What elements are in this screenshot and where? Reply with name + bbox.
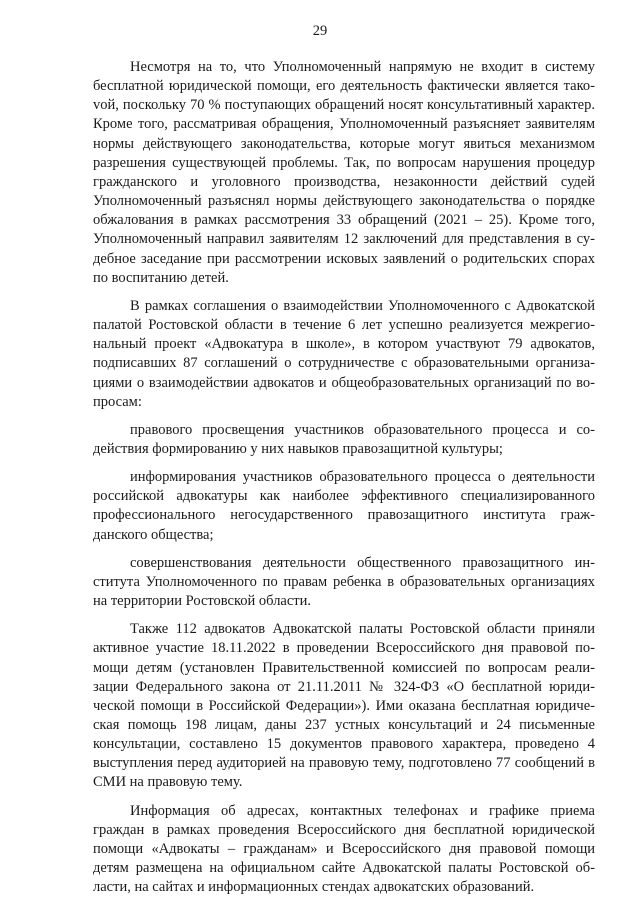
- paragraph-informing-participants: информирования участников образовательного процесса о деятельности российской адвокатуры как наиболее эффективного специализированного профессионального негосударственного правозащитного института гражданского общества;: [93, 469, 595, 543]
- paragraph-legal-aid-day: Также 112 адвокатов Адвокатской палаты Ростовской области приняли активное участие 18.11.2022 в проведении Всероссийского дня правовой помощи детям (установлен Правительственной комиссией по вопросам реализации Федерального закона от 21.11.2011 № 324-ФЗ «О бесплатной юридической помощи в Российской Федерации»). Ими оказана бесплатная юридическая помощь 198 лицам, даны 237 устных консультаций и 24 письменные консультации, составлено 15 документов правового характера, проведено 4 выступления перед аудиторией на правовую тему, подготовлено 77 сообщений в СМИ на правовую тему.: [93, 621, 595, 791]
- paragraph-bar-agreement: В рамках соглашения о взаимодействии Уполномоченного с Адвокатской палатой Ростовской области в течение 6 лет успешно реализуется межрегиональный проект «Адвокатура в школе», в котором участвуют 79 адвокатов, подписавших 87 соглашений о сотрудничестве с образовательными организациями о взаимодействии адвокатов и общеобразовательных организаций по вопросам:: [93, 297, 595, 410]
- document-body: [93, 58, 595, 897]
- paragraph-free-legal-aid: Несмотря на то, что Уполномоченный напрямую не входит в систему бесплатной юридической помощи, его деятельность фактически является такоvой, поскольку 70 % поступающих обращений носят консультативный характер. Кроме того, рассматривая обращения, Уполномоченный разъясняет заявителям нормы действующего законодательства, которые могут явиться механизмом разрешения существующей проблемы. Так, по вопросам нарушения процедур гражданского и уголовного производства, незаконности действий судей Уполномоченный разъяснял нормы действующего законодательства о порядке обжалования в рамках рассмотрения 33 обращений (2021 – 25). Кроме того, Уполномоченный направил заявителям 12 заключений для представления в судебное заседание при рассмотрении исковых заявлений о родительских спорах по воспитанию детей.: [93, 59, 595, 286]
- page-number: 29: [312, 23, 328, 39]
- paragraph-contact-information: Информация об адресах, контактных телефонах и графике приема граждан в рамках проведения Всероссийского дня бесплатной юридической помощи «Адвокаты – гражданам» и Всероссийского дня правовой помощи детям размещена на официальном сайте Адвокатской палаты Ростовской области, на сайтах и информационных стендах адвокатских образований.: [93, 802, 595, 896]
- paragraph-improving-institute: совершенствования деятельности общественного правозащитного института Уполномоченного по правам ребенка в образовательных организациях на территории Ростовской области.: [93, 554, 595, 610]
- paragraph-legal-education: правового просвещения участников образовательного процесса и содействия формированию у них навыков правозащитной культуры;: [93, 421, 595, 457]
